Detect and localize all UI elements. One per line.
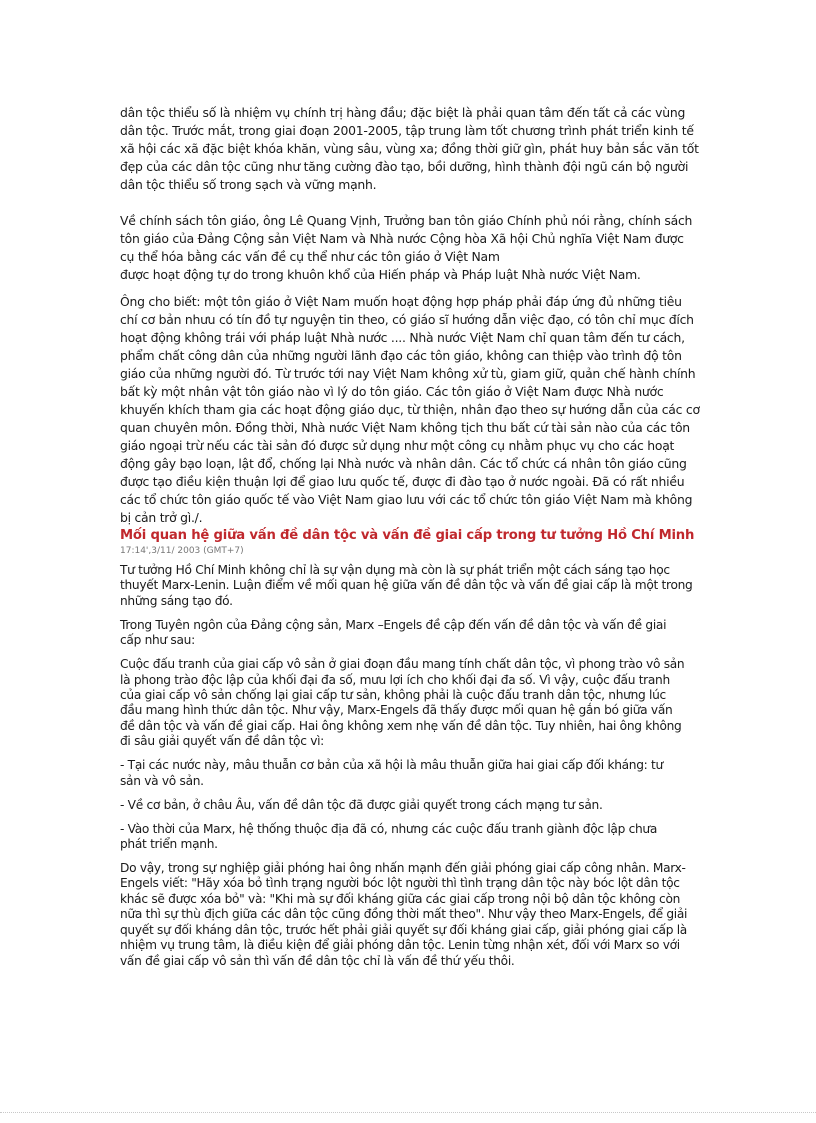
text-line: đẹp của các dân tộc cũng như tăng cường đào tạo, bồi dưỡng, hình thành đội ngũ cán bộ người [120,159,689,174]
text-line: bất kỳ một nhân vật tôn giáo nào vì lý do tôn giáo. Các tôn giáo ở Việt Nam được Nhà nước [120,384,664,399]
paragraph [120,212,700,284]
article-body [120,563,700,969]
section-religion-policy [120,104,700,527]
text-line: nhiệm vụ trung tâm, là điều kiện để giải phóng dân tộc. Lenin từng nhận xét, đối với Marx so với [120,938,680,953]
text-line: vấn đề giai cấp vô sản thì vấn đề dân tộc chỉ là vấn đề thứ yếu thôi. [120,953,515,968]
text-line: - Tại các nước này, mâu thuẫn cơ bản của xã hội là mâu thuẫn giữa hai giai cấp đối kháng: tư [120,758,663,773]
text-line: khuyến khích tham gia các hoạt động giáo dục, từ thiện, nhân đạo theo sự hướng dẫn của các cơ [120,402,700,417]
paragraph [120,618,700,649]
paragraph [120,657,700,749]
text-line: xã hội các xã đặc biệt khóa khăn, vùng sâu, vùng xa; đồng thời giữ gìn, phát huy bản sắc văn tốt [120,141,699,156]
paragraph [120,861,700,969]
text-line: phẩm chất công dân của những người lãnh đạo các tôn giáo, không can thiệp vào trình độ tôn [120,348,682,363]
paragraph [120,822,700,853]
article-timestamp: 17:14',3/11/ 2003 (GMT+7) [120,546,244,556]
article-title: Mối quan hệ giữa vấn đề dân tộc và vấn đề giai cấp trong tư tưởng Hồ Chí Minh [120,528,695,543]
text-line: được tạo điều kiện thuận lợi để giao lưu quốc tế, được đi đào tạo ở nước ngoài. Đã có rất nhiều [120,474,685,489]
text-line: nữa thì sự thù địch giữa các dân tộc cũng đồng thời mất theo". Như vậy theo Marx-Engels, để giải [120,907,688,922]
text-line: tôn giáo của Đảng Cộng sản Việt Nam và Nhà nước Cộng hòa Xã hội Chủ nghĩa Việt Nam được [120,231,684,246]
text-line: bị cản trở gì./. [120,510,203,525]
text-line: quan chuyên môn. Đồng thời, Nhà nước Việt Nam không tịch thu bất cứ tài sản nào của các tôn [120,420,690,435]
text-line: đề dân tộc và vấn đề giai cấp. Hai ông không xem nhẹ vấn đề dân tộc. Tuy nhiên, hai ông không [120,718,682,733]
text-line: đi sâu giải quyết vấn đề dân tộc vì: [120,734,324,749]
text-line: thuyết Marx-Lenin. Luận điểm về mối quan hệ giữa vấn đề dân tộc và vấn đề giai cấp là một trong [120,578,693,593]
text-line: Tư tưởng Hồ Chí Minh không chỉ là sự vận dụng mà còn là sự phát triển một cách sáng tạo học [120,563,670,577]
text-line: - Vào thời của Marx, hệ thống thuộc địa đã có, nhưng các cuộc đấu tranh giành độc lập chưa [120,821,658,836]
text-line: Cuộc đấu tranh của giai cấp vô sản ở giai đoạn đầu mang tính chất dân tộc, vì phong trào vô sản [120,657,685,672]
paragraph [120,758,700,789]
text-line: động gây bạo loạn, lật đổ, chống lại Nhà nước và nhân dân. Các tổ chức cá nhân tôn giáo cũng [120,456,687,471]
text-line: quyết sự đối kháng dân tộc, trước hết phải giải quyết sự đối kháng giai cấp, giải phóng giai cấp là [120,922,687,937]
document-page [120,104,700,978]
text-line: hoạt động không trái với pháp luật Nhà nước .... Nhà nước Việt Nam chỉ quan tâm đến tư cách, [120,330,685,345]
text-line: sản và vô sản. [120,773,204,788]
text-line: Engels viết: "Hãy xóa bỏ tình trạng người bóc lột người thì tình trạng dân tộc này bóc lột dân tộc [120,876,680,891]
text-line: của giai cấp vô sản chống lại giai cấp tư sản, không phải là cuộc đấu tranh dân tộc, nhưng lúc [120,688,666,703]
text-line: những sáng tạo đó. [120,593,233,608]
text-line: dân tộc thiểu số là nhiệm vụ chính trị hàng đầu; đặc biệt là phải quan tâm đến tất cả các vùng [120,105,686,120]
paragraph [120,798,700,813]
text-line: Trong Tuyên ngôn của Đảng cộng sản, Marx –Engels đề cập đến vấn đề dân tộc và vấn đề giai [120,617,667,632]
text-line: cấp như sau: [120,633,195,648]
text-line: là phong trào độc lập của khối đại đa số, mưu lợi ích cho khối đại đa số. Vì vậy, cuộc đấu tranh [120,672,670,687]
text-line: các tổ chức tôn giáo quốc tế vào Việt Nam giao lưu với các tổ chức tôn giáo Việt Nam mà không [120,492,693,507]
page-bottom-divider [0,1112,816,1113]
paragraph [120,293,700,527]
text-line: Ông cho biết: một tôn giáo ở Việt Nam muốn hoạt động hợp pháp phải đáp ứng đủ những tiêu [120,294,682,309]
text-line: được hoạt động tự do trong khuôn khổ của Hiến pháp và Pháp luật Nhà nước Việt Nam. [120,267,641,282]
text-line: giáo ngoại trừ nếu các tài sản đó được sử dụng như một công cụ nhằm phục vụ cho các hoạt [120,438,675,453]
text-line: Do vậy, trong sự nghiệp giải phóng hai ông nhấn mạnh đến giải phóng giai cấp công nhân. Marx- [120,861,686,876]
text-line: Về chính sách tôn giáo, ông Lê Quang Vịnh, Trưởng ban tôn giáo Chính phủ nói rằng, chính sách [120,213,693,228]
text-line: giáo của những người đó. Từ trước tới nay Việt Nam không xử tù, giam giữ, quản chế hành chính [120,366,696,381]
text-line: chí cơ bản nhưu có tín đồ tự nguyện tin theo, có giáo sĩ hướng dẫn việc đạo, có tôn chỉ mục đích [120,312,694,327]
text-line: phát triển mạnh. [120,837,218,852]
text-line: - Về cơ bản, ở châu Âu, vấn đề dân tộc đã được giải quyết trong cách mạng tư sản. [120,797,603,812]
text-line: khác sẽ được xóa bỏ" và: "Khi mà sự đối kháng giữa các giai cấp trong nội bộ dân tộc không còn [120,891,681,906]
text-line: dân tộc thiểu số trong sạch và vững mạnh. [120,177,377,192]
text-line: dân tộc. Trước mắt, trong giai đoạn 2001-2005, tập trung làm tốt chương trình phát triển kinh tế [120,123,694,138]
text-line: cụ thể hóa bằng các vấn đề cụ thể như các tôn giáo ở Việt Nam [120,249,500,264]
text-line: đầu mang hình thức dân tộc. Như vậy, Marx-Engels đã thấy được mối quan hệ gắn bó giữa vấn [120,703,673,718]
paragraph [120,104,700,194]
paragraph [120,563,700,609]
